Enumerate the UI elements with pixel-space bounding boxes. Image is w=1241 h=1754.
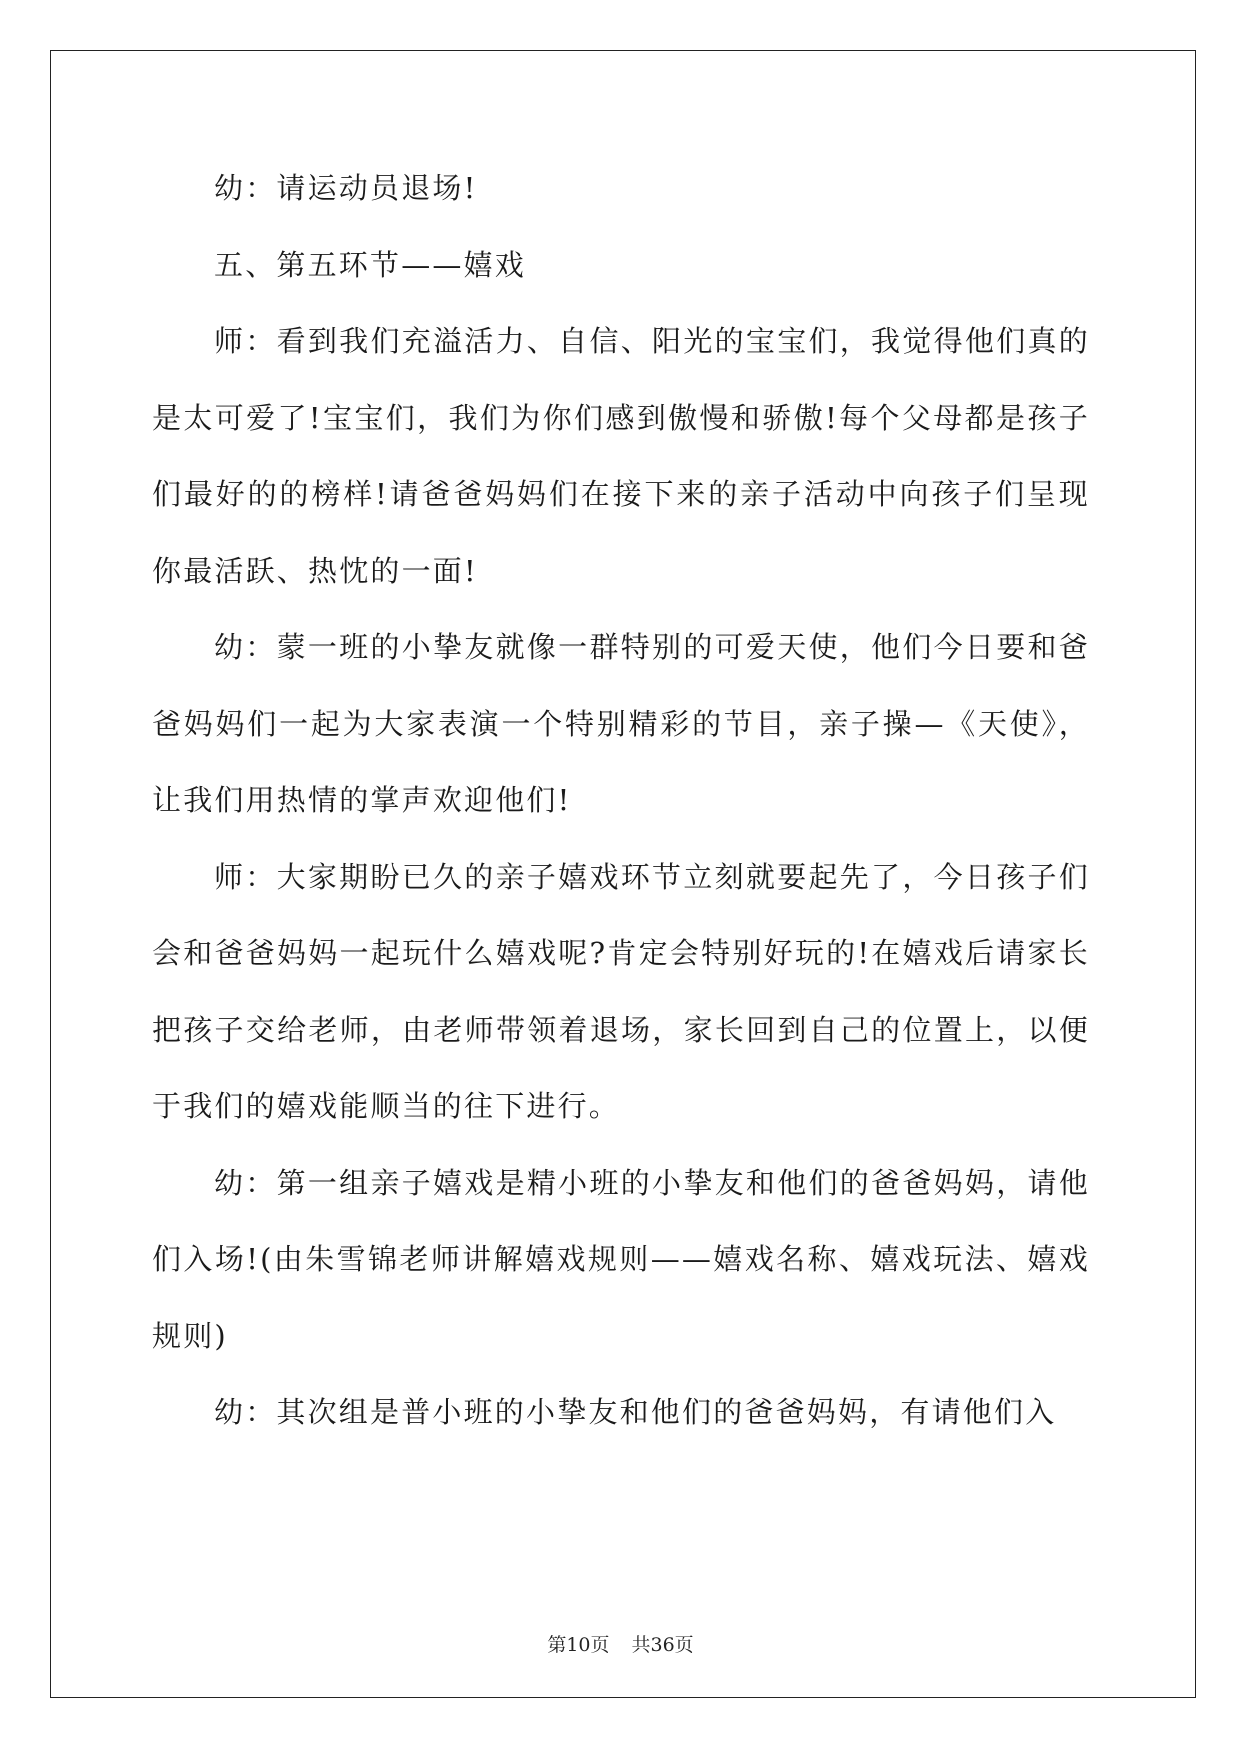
paragraph: 幼：第一组亲子嬉戏是精小班的小挚友和他们的爸爸妈妈，请他们入场!(由朱雪锦老师讲解嬉戏规则——嬉戏名称、嬉戏玩法、嬉戏规则) <box>152 1165 1090 1353</box>
paragraph: 师：大家期盼已久的亲子嬉戏环节立刻就要起先了，今日孩子们会和爸爸妈妈一起玩什么嬉戏呢?肯定会特别好玩的!在嬉戏后请家长把孩子交给老师，由老师带领着退场，家长回到自己的位置上，以便于我们的嬉戏能顺当的往下进行。 <box>152 859 1090 1123</box>
page-total: 共36页 <box>631 1634 694 1656</box>
paragraph: 幼：其次组是普小班的小挚友和他们的爸爸妈妈，有请他们入 <box>214 1395 1057 1429</box>
paragraph: 幼：蒙一班的小挚友就像一群特别的可爱天使，他们今日要和爸爸妈妈们一起为大家表演一个特别精彩的节目，亲子操—《天使》，让我们用热情的掌声欢迎他们! <box>152 630 1090 817</box>
page-footer <box>0 1630 1241 1657</box>
section-heading: 五、第五环节——嬉戏 <box>214 247 527 282</box>
paragraph: 幼：请运动员退场! <box>214 171 478 205</box>
document-body <box>152 150 1090 1451</box>
page-number: 第10页 <box>547 1634 610 1656</box>
paragraph: 师：看到我们充溢活力、自信、阳光的宝宝们，我觉得他们真的是太可爱了!宝宝们，我们为你们感到傲慢和骄傲!每个父母都是孩子们最好的的榜样!请爸爸妈妈们在接下来的亲子活动中向孩子们呈现你最活跃、热忱的一面! <box>152 324 1090 588</box>
